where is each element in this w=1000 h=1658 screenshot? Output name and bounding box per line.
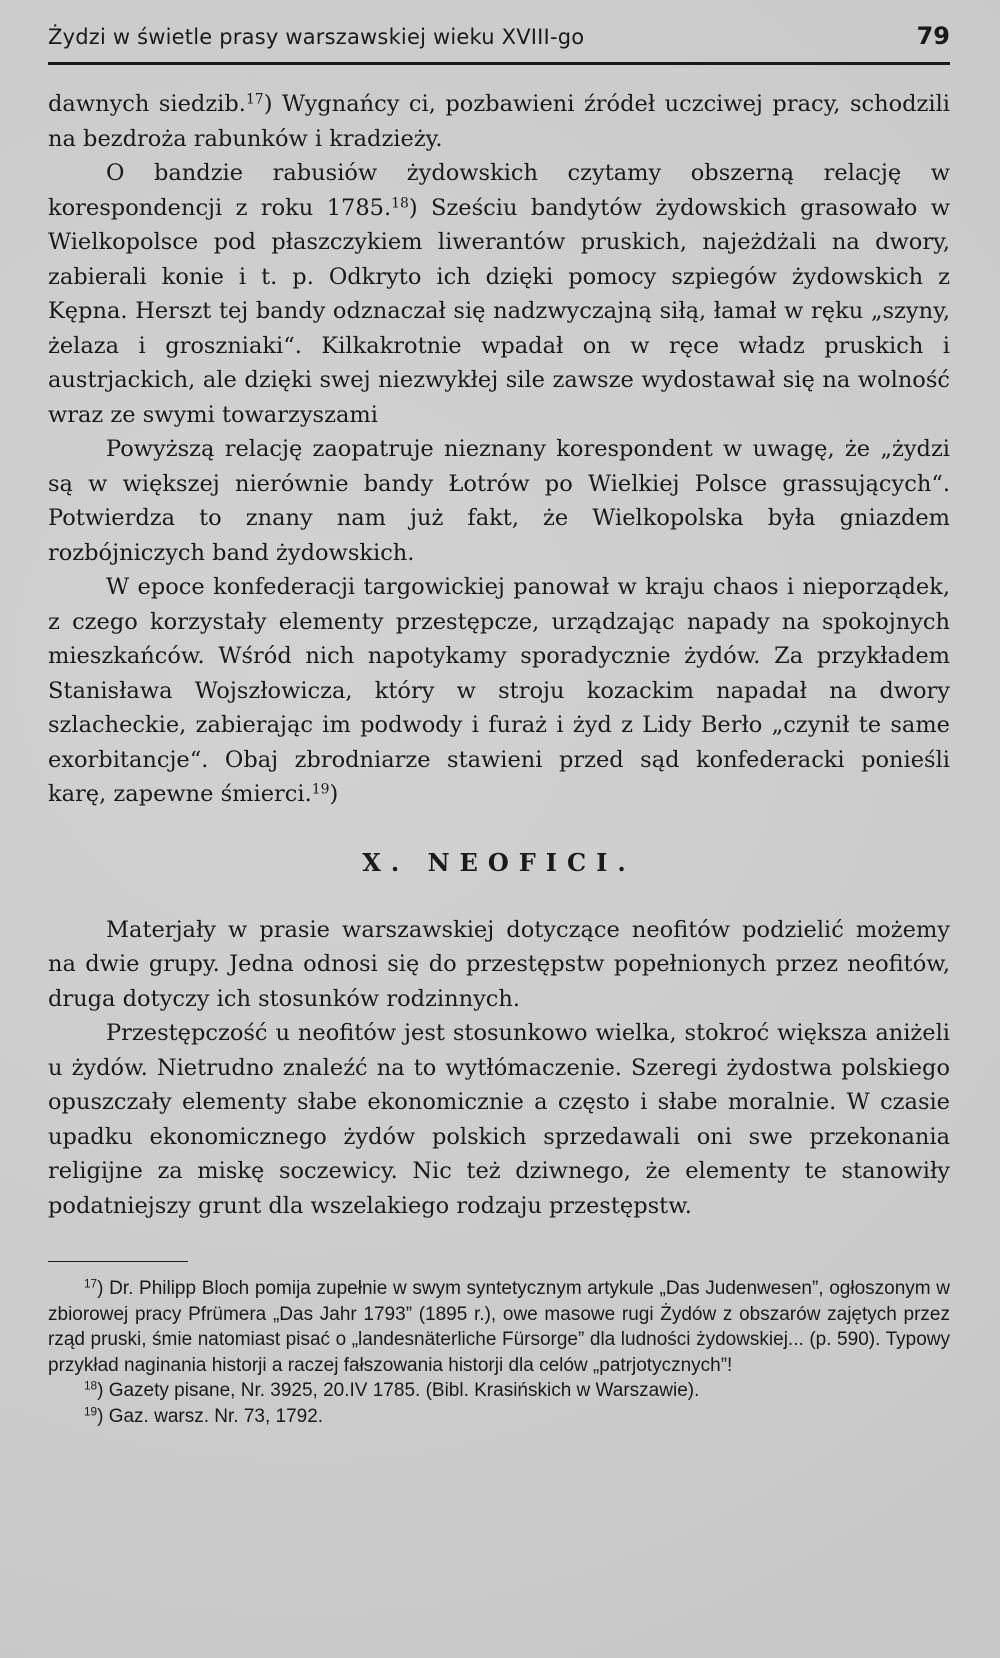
paragraph: dawnych siedzib.$^{17}$) Wygnańcy ci, pozbawieni źródeł uczciwej pracy, schodzili na bezdroża rabunków i kradzieży. (48, 91, 950, 152)
footnote: $^{17}$) Dr. Philipp Bloch pomija zupełnie w swym syntetycznym artykule „Das Judenwesen”, ogłoszonym w zbiorowej pracy Pfrümera „Das Jahr 1793” (1895 r.), owe masowe rugi Żydów z obszarów zajętych przez rząd pruski, śmie natomiast pisać o „landesnäterliche Fürsorge” dla ludności żydowskiej... (p. 590). Typowy przykład naginania historji a raczej fałszowania historji dla celów „patrjotycznych”! (48, 1277, 950, 1376)
paragraph: O bandzie rabusiów żydowskich czytamy obszerną relację w korespondencji z roku 1785.18) Sześciu bandytów żydowskich grasowało w Wielkopolsce pod płaszczykiem liwerantów pruskich, najeżdżali na dwory, zabierali konie i t. p. Odkryto ich dzięki pomocy szpiegów żydowskich z Kępna. Herszt tej bandy odznaczał się nadzwyczajną siłą, łamał w ręku „szyny, żelaza i groszniaki“. Kilkakrotnie wpadał on w ręce władz pruskich i austrjackich, ale dzięki swej niezwykłej sile zawsze wydostawał się na wolność wraz ze swymi towarzyszami (48, 160, 950, 428)
section-body (48, 913, 950, 1224)
footnote: $^{19}$) Gaz. warsz. Nr. 73, 1792. (84, 1405, 324, 1427)
footnote-ref: 17 (245, 91, 264, 108)
paragraph: W epoce konfederacji targowickiej panował w kraju chaos i nieporządek, z czego korzystały elementy przestępcze, urządzając napady na spokojnych mieszkańców. Wśród nich napotykamy sporadycznie żydów. Za przykładem Stanisława Wojszłowicza, który w stroju kozackim napadał na dwory szlacheckie, zabierając im podwody i furaż i żyd z Lidy Berło „czynił te same exorbitancje“. Obaj zbrodniarze stawieni przed sąd konfederacki ponieśli karę, zapewne śmierci.$^{19}$) (48, 574, 950, 807)
running-title: Żydzi w świetle prasy warszawskiej wieku XVIII-go (48, 25, 585, 49)
footnote-ref: 18 (391, 194, 409, 211)
running-header (48, 22, 950, 62)
section-heading: X. NEOFICI. (362, 847, 636, 877)
paragraph: Powyższą relację zaopatruje nieznany korespondent w uwagę, że „żydzi są w większej nierównie bandy Łotrów po Wielkiej Polsce grassujących“. Potwierdza to znany nam już fakt, że Wielkopolska była gniazdem rozbójniczych band żydowskich. (48, 436, 950, 566)
body-text (48, 87, 950, 1223)
header-rule (48, 62, 950, 65)
footnote-number: 19 (84, 1405, 98, 1419)
page-number: 79 (916, 22, 950, 50)
footnotes (48, 1276, 950, 1429)
footnote-rule (48, 1261, 188, 1262)
paragraph: Materjały w prasie warszawskiej dotyczące neofitów podzielić możemy na dwie grupy. Jedna odnosi się do przestępstw popełnionych przez neofitów, druga dotyczy ich stosunków rodzinnych. (48, 916, 950, 1012)
footnote-number: 17 (84, 1277, 98, 1291)
paragraph: Przestępczość u neofitów jest stosunkowo wielka, stokroć większa aniżeli u żydów. Nietrudno znaleźć na to wytłómaczenie. Szeregi żydostwa polskiego opuszczały elementy słabe ekonomicznie a często i słabe moralnie. W czasie upadku ekonomicznego żydów polskich sprzedawali oni swe przekonania religijne za miskę soczewicy. Nic też dziwnego, że elementy te stanowiły podatniejszy grunt dla wszelakiego rodzaju przestępstw. (48, 1020, 950, 1219)
footnote-number: 18 (84, 1379, 98, 1393)
footnote: $^{18}$) Gazety pisane, Nr. 3925, 20.IV 1785. (Bibl. Krasińskich w Warszawie). (84, 1379, 700, 1401)
footnote-ref: 19 (311, 781, 330, 798)
